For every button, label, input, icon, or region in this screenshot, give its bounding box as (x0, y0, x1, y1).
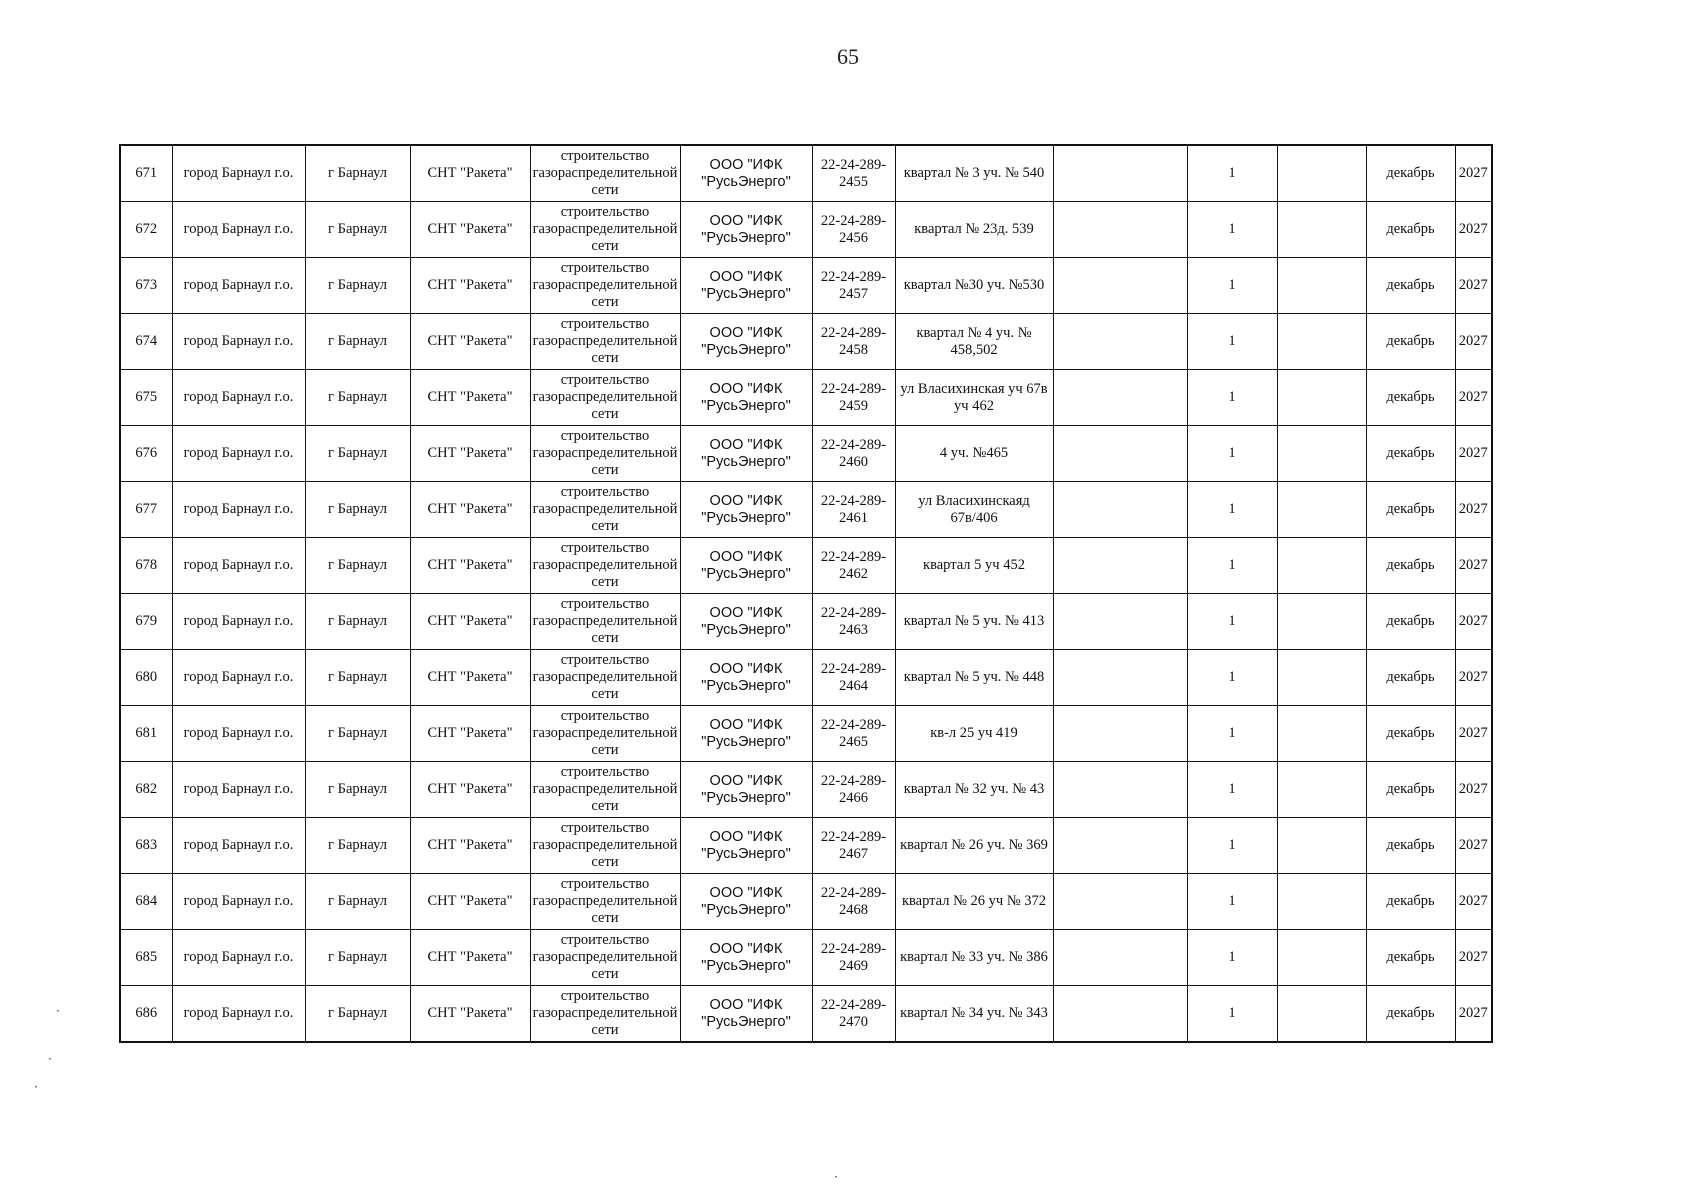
area-cell: СНТ "Ракета" (410, 818, 530, 874)
row-number-cell: 677 (120, 482, 172, 538)
empty-cell (1053, 482, 1187, 538)
organization-cell: ООО "ИФК "РусьЭнерго" (680, 258, 812, 314)
address-cell: квартал № 23д. 539 (895, 202, 1053, 258)
address-cell: квартал № 5 уч. № 448 (895, 650, 1053, 706)
work-type-cell: строительство газораспределительной сети (530, 762, 680, 818)
empty-cell (1277, 370, 1366, 426)
empty-cell (1053, 314, 1187, 370)
empty-cell (1277, 874, 1366, 930)
work-type-cell: строительство газораспределительной сети (530, 706, 680, 762)
locality-cell: г Барнаул (305, 426, 410, 482)
row-number-cell: 686 (120, 986, 172, 1043)
empty-cell (1053, 426, 1187, 482)
empty-cell (1053, 762, 1187, 818)
row-number-cell: 676 (120, 426, 172, 482)
empty-cell (1277, 202, 1366, 258)
empty-cell (1277, 258, 1366, 314)
area-cell: СНТ "Ракета" (410, 258, 530, 314)
locality-cell: г Барнаул (305, 202, 410, 258)
organization-cell: ООО "ИФК "РусьЭнерго" (680, 594, 812, 650)
work-type-cell: строительство газораспределительной сети (530, 986, 680, 1043)
page-number: 65 (837, 44, 859, 69)
year-cell: 2027 (1455, 538, 1492, 594)
area-cell: СНТ "Ракета" (410, 706, 530, 762)
quantity-cell: 1 (1187, 370, 1277, 426)
work-type-cell: строительство газораспределительной сети (530, 426, 680, 482)
row-number-cell: 673 (120, 258, 172, 314)
area-cell: СНТ "Ракета" (410, 930, 530, 986)
code-cell: 22-24-289-2463 (812, 594, 895, 650)
table-row (120, 426, 1492, 482)
year-cell: 2027 (1455, 426, 1492, 482)
work-type-cell: строительство газораспределительной сети (530, 370, 680, 426)
year-cell: 2027 (1455, 650, 1492, 706)
table-row (120, 650, 1492, 706)
scan-mark: · (56, 1004, 60, 1018)
organization-cell: ООО "ИФК "РусьЭнерго" (680, 706, 812, 762)
month-cell: декабрь (1366, 930, 1455, 986)
table-body (120, 145, 1492, 1042)
table-row (120, 258, 1492, 314)
locality-cell: г Барнаул (305, 930, 410, 986)
locality-cell: г Барнаул (305, 258, 410, 314)
code-cell: 22-24-289-2465 (812, 706, 895, 762)
municipality-cell: город Барнаул г.о. (172, 650, 305, 706)
locality-cell: г Барнаул (305, 706, 410, 762)
code-cell: 22-24-289-2470 (812, 986, 895, 1043)
address-cell: квартал № 3 уч. № 540 (895, 145, 1053, 202)
month-cell: декабрь (1366, 258, 1455, 314)
municipality-cell: город Барнаул г.о. (172, 930, 305, 986)
row-number-cell: 682 (120, 762, 172, 818)
organization-cell: ООО "ИФК "РусьЭнерго" (680, 482, 812, 538)
code-cell: 22-24-289-2460 (812, 426, 895, 482)
locality-cell: г Барнаул (305, 874, 410, 930)
locality-cell: г Барнаул (305, 650, 410, 706)
table-row (120, 202, 1492, 258)
year-cell: 2027 (1455, 145, 1492, 202)
organization-cell: ООО "ИФК "РусьЭнерго" (680, 426, 812, 482)
organization-cell: ООО "ИФК "РусьЭнерго" (680, 874, 812, 930)
municipality-cell: город Барнаул г.о. (172, 314, 305, 370)
table-row (120, 762, 1492, 818)
quantity-cell: 1 (1187, 874, 1277, 930)
empty-cell (1277, 650, 1366, 706)
organization-cell: ООО "ИФК "РусьЭнерго" (680, 762, 812, 818)
table-row (120, 706, 1492, 762)
code-cell: 22-24-289-2466 (812, 762, 895, 818)
year-cell: 2027 (1455, 370, 1492, 426)
address-cell: кв-л 25 уч 419 (895, 706, 1053, 762)
area-cell: СНТ "Ракета" (410, 594, 530, 650)
area-cell: СНТ "Ракета" (410, 986, 530, 1043)
organization-cell: ООО "ИФК "РусьЭнерго" (680, 538, 812, 594)
area-cell: СНТ "Ракета" (410, 874, 530, 930)
month-cell: декабрь (1366, 650, 1455, 706)
municipality-cell: город Барнаул г.о. (172, 370, 305, 426)
year-cell: 2027 (1455, 594, 1492, 650)
table-row (120, 314, 1492, 370)
quantity-cell: 1 (1187, 762, 1277, 818)
empty-cell (1277, 818, 1366, 874)
empty-cell (1277, 426, 1366, 482)
row-number-cell: 678 (120, 538, 172, 594)
locality-cell: г Барнаул (305, 370, 410, 426)
year-cell: 2027 (1455, 706, 1492, 762)
quantity-cell: 1 (1187, 426, 1277, 482)
code-cell: 22-24-289-2457 (812, 258, 895, 314)
year-cell: 2027 (1455, 762, 1492, 818)
work-type-cell: строительство газораспределительной сети (530, 818, 680, 874)
municipality-cell: город Барнаул г.о. (172, 538, 305, 594)
empty-cell (1277, 314, 1366, 370)
municipality-cell: город Барнаул г.о. (172, 706, 305, 762)
month-cell: декабрь (1366, 314, 1455, 370)
area-cell: СНТ "Ракета" (410, 762, 530, 818)
empty-cell (1053, 930, 1187, 986)
scan-mark: · (48, 1052, 52, 1066)
address-cell: ул Власихинская уч 67в уч 462 (895, 370, 1053, 426)
code-cell: 22-24-289-2459 (812, 370, 895, 426)
month-cell: декабрь (1366, 370, 1455, 426)
empty-cell (1277, 762, 1366, 818)
table-row (120, 986, 1492, 1043)
area-cell: СНТ "Ракета" (410, 145, 530, 202)
month-cell: декабрь (1366, 426, 1455, 482)
quantity-cell: 1 (1187, 145, 1277, 202)
quantity-cell: 1 (1187, 706, 1277, 762)
quantity-cell: 1 (1187, 202, 1277, 258)
table-row (120, 930, 1492, 986)
empty-cell (1053, 874, 1187, 930)
quantity-cell: 1 (1187, 482, 1277, 538)
locality-cell: г Барнаул (305, 818, 410, 874)
address-cell: квартал № 32 уч. № 43 (895, 762, 1053, 818)
locality-cell: г Барнаул (305, 314, 410, 370)
work-type-cell: строительство газораспределительной сети (530, 930, 680, 986)
row-number-cell: 679 (120, 594, 172, 650)
empty-cell (1277, 594, 1366, 650)
table-row (120, 874, 1492, 930)
address-cell: ул Власихинскаяд 67в/406 (895, 482, 1053, 538)
empty-cell (1277, 145, 1366, 202)
empty-cell (1277, 706, 1366, 762)
organization-cell: ООО "ИФК "РусьЭнерго" (680, 930, 812, 986)
municipality-cell: город Барнаул г.о. (172, 874, 305, 930)
quantity-cell: 1 (1187, 538, 1277, 594)
code-cell: 22-24-289-2455 (812, 145, 895, 202)
code-cell: 22-24-289-2468 (812, 874, 895, 930)
area-cell: СНТ "Ракета" (410, 538, 530, 594)
scan-mark: · (34, 1080, 38, 1094)
scan-mark: · (834, 1170, 838, 1184)
table-row (120, 818, 1492, 874)
year-cell: 2027 (1455, 202, 1492, 258)
address-cell: квартал № 26 уч. № 369 (895, 818, 1053, 874)
address-cell: квартал № 26 уч № 372 (895, 874, 1053, 930)
month-cell: декабрь (1366, 594, 1455, 650)
row-number-cell: 684 (120, 874, 172, 930)
year-cell: 2027 (1455, 818, 1492, 874)
empty-cell (1053, 986, 1187, 1043)
municipality-cell: город Барнаул г.о. (172, 426, 305, 482)
area-cell: СНТ "Ракета" (410, 650, 530, 706)
table-row (120, 594, 1492, 650)
empty-cell (1277, 538, 1366, 594)
year-cell: 2027 (1455, 314, 1492, 370)
municipality-cell: город Барнаул г.о. (172, 258, 305, 314)
municipality-cell: город Барнаул г.о. (172, 202, 305, 258)
empty-cell (1053, 145, 1187, 202)
empty-cell (1053, 706, 1187, 762)
code-cell: 22-24-289-2462 (812, 538, 895, 594)
empty-cell (1277, 930, 1366, 986)
address-cell: 4 уч. №465 (895, 426, 1053, 482)
municipality-cell: город Барнаул г.о. (172, 818, 305, 874)
work-type-cell: строительство газораспределительной сети (530, 650, 680, 706)
municipality-cell: город Барнаул г.о. (172, 594, 305, 650)
row-number-cell: 680 (120, 650, 172, 706)
work-type-cell: строительство газораспределительной сети (530, 258, 680, 314)
code-cell: 22-24-289-2461 (812, 482, 895, 538)
code-cell: 22-24-289-2469 (812, 930, 895, 986)
area-cell: СНТ "Ракета" (410, 202, 530, 258)
month-cell: декабрь (1366, 874, 1455, 930)
locality-cell: г Барнаул (305, 145, 410, 202)
address-cell: квартал № 33 уч. № 386 (895, 930, 1053, 986)
organization-cell: ООО "ИФК "РусьЭнерго" (680, 818, 812, 874)
year-cell: 2027 (1455, 930, 1492, 986)
empty-cell (1053, 370, 1187, 426)
row-number-cell: 674 (120, 314, 172, 370)
work-type-cell: строительство газораспределительной сети (530, 594, 680, 650)
address-cell: квартал № 5 уч. № 413 (895, 594, 1053, 650)
empty-cell (1053, 818, 1187, 874)
address-cell: квартал 5 уч 452 (895, 538, 1053, 594)
year-cell: 2027 (1455, 482, 1492, 538)
municipality-cell: город Барнаул г.о. (172, 482, 305, 538)
work-type-cell: строительство газораспределительной сети (530, 145, 680, 202)
locality-cell: г Барнаул (305, 594, 410, 650)
quantity-cell: 1 (1187, 258, 1277, 314)
organization-cell: ООО "ИФК "РусьЭнерго" (680, 370, 812, 426)
municipality-cell: город Барнаул г.о. (172, 145, 305, 202)
row-number-cell: 671 (120, 145, 172, 202)
row-number-cell: 685 (120, 930, 172, 986)
quantity-cell: 1 (1187, 930, 1277, 986)
empty-cell (1053, 650, 1187, 706)
month-cell: декабрь (1366, 986, 1455, 1043)
month-cell: декабрь (1366, 762, 1455, 818)
code-cell: 22-24-289-2464 (812, 650, 895, 706)
month-cell: декабрь (1366, 145, 1455, 202)
year-cell: 2027 (1455, 986, 1492, 1043)
area-cell: СНТ "Ракета" (410, 482, 530, 538)
quantity-cell: 1 (1187, 650, 1277, 706)
empty-cell (1277, 482, 1366, 538)
municipality-cell: город Барнаул г.о. (172, 762, 305, 818)
month-cell: декабрь (1366, 538, 1455, 594)
work-type-cell: строительство газораспределительной сети (530, 202, 680, 258)
organization-cell: ООО "ИФК "РусьЭнерго" (680, 314, 812, 370)
locality-cell: г Барнаул (305, 762, 410, 818)
row-number-cell: 683 (120, 818, 172, 874)
municipality-cell: город Барнаул г.о. (172, 986, 305, 1043)
code-cell: 22-24-289-2456 (812, 202, 895, 258)
register-table (119, 144, 1493, 1043)
organization-cell: ООО "ИФК "РусьЭнерго" (680, 650, 812, 706)
work-type-cell: строительство газораспределительной сети (530, 874, 680, 930)
quantity-cell: 1 (1187, 594, 1277, 650)
table-row (120, 145, 1492, 202)
month-cell: декабрь (1366, 482, 1455, 538)
area-cell: СНТ "Ракета" (410, 314, 530, 370)
row-number-cell: 681 (120, 706, 172, 762)
organization-cell: ООО "ИФК "РусьЭнерго" (680, 145, 812, 202)
quantity-cell: 1 (1187, 986, 1277, 1043)
address-cell: квартал № 34 уч. № 343 (895, 986, 1053, 1043)
year-cell: 2027 (1455, 874, 1492, 930)
quantity-cell: 1 (1187, 818, 1277, 874)
empty-cell (1053, 258, 1187, 314)
empty-cell (1053, 594, 1187, 650)
row-number-cell: 675 (120, 370, 172, 426)
row-number-cell: 672 (120, 202, 172, 258)
code-cell: 22-24-289-2458 (812, 314, 895, 370)
table-row (120, 482, 1492, 538)
table-row (120, 370, 1492, 426)
organization-cell: ООО "ИФК "РусьЭнерго" (680, 986, 812, 1043)
table-row (120, 538, 1492, 594)
organization-cell: ООО "ИФК "РусьЭнерго" (680, 202, 812, 258)
locality-cell: г Барнаул (305, 538, 410, 594)
month-cell: декабрь (1366, 202, 1455, 258)
address-cell: квартал № 4 уч. № 458,502 (895, 314, 1053, 370)
work-type-cell: строительство газораспределительной сети (530, 538, 680, 594)
year-cell: 2027 (1455, 258, 1492, 314)
empty-cell (1053, 538, 1187, 594)
quantity-cell: 1 (1187, 314, 1277, 370)
work-type-cell: строительство газораспределительной сети (530, 314, 680, 370)
address-cell: квартал №30 уч. №530 (895, 258, 1053, 314)
code-cell: 22-24-289-2467 (812, 818, 895, 874)
empty-cell (1277, 986, 1366, 1043)
month-cell: декабрь (1366, 818, 1455, 874)
empty-cell (1053, 202, 1187, 258)
area-cell: СНТ "Ракета" (410, 370, 530, 426)
locality-cell: г Барнаул (305, 482, 410, 538)
month-cell: декабрь (1366, 706, 1455, 762)
work-type-cell: строительство газораспределительной сети (530, 482, 680, 538)
area-cell: СНТ "Ракета" (410, 426, 530, 482)
locality-cell: г Барнаул (305, 986, 410, 1043)
